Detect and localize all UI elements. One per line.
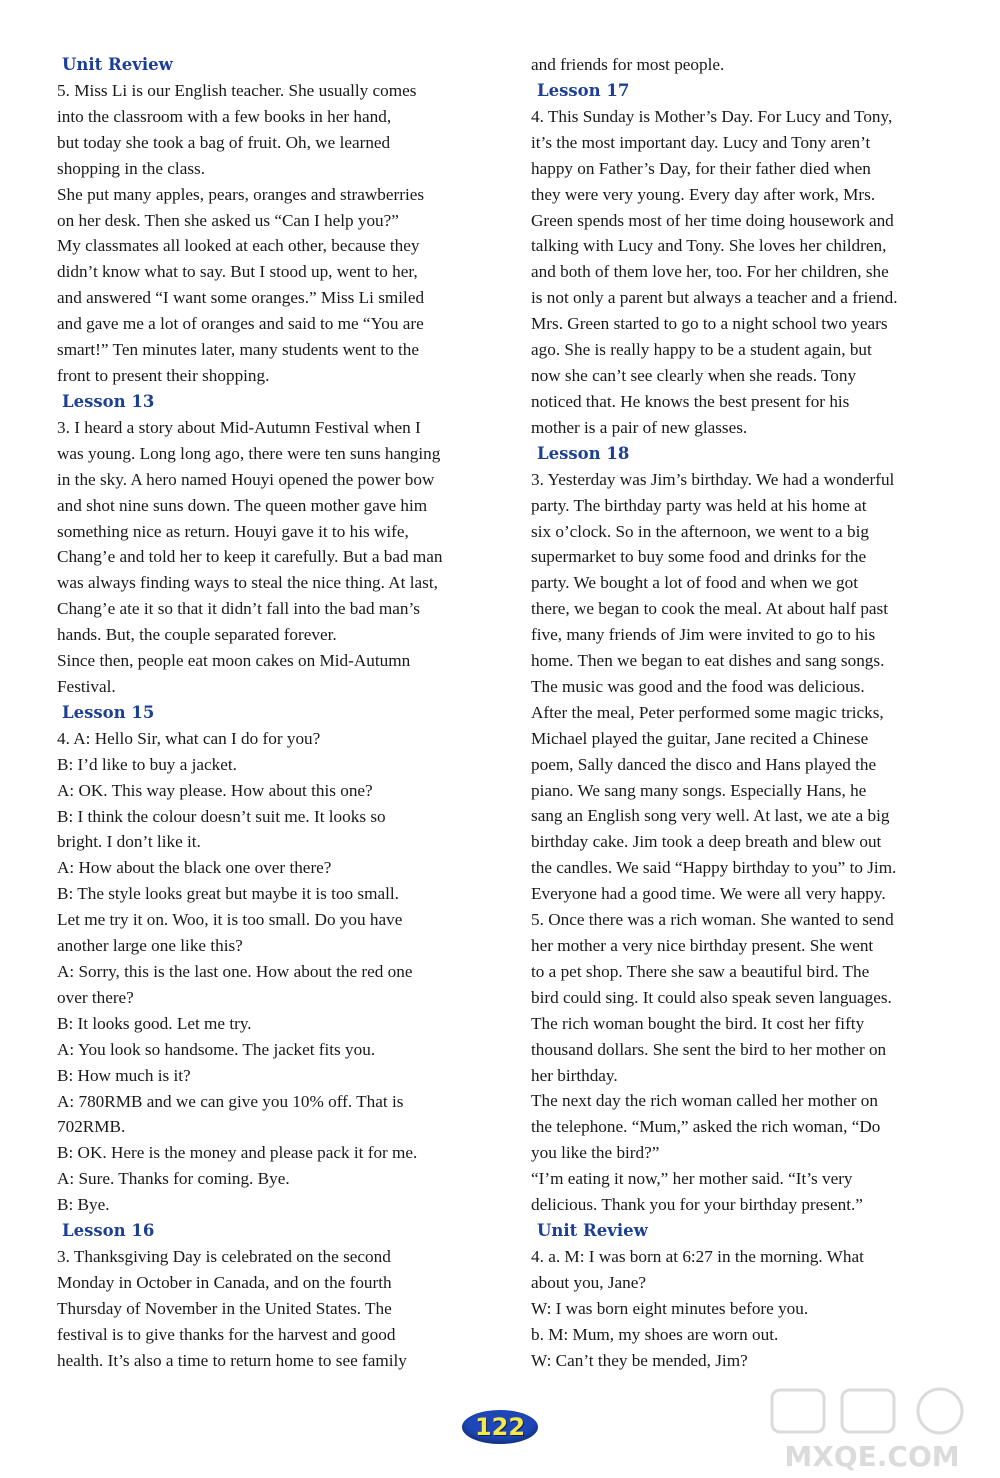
text-line: B: OK. Here is the money and please pack it for me. bbox=[57, 1143, 418, 1163]
paragraph bbox=[531, 1088, 949, 1166]
paragraph bbox=[531, 1348, 949, 1374]
paragraph bbox=[57, 1140, 489, 1166]
page-number-badge bbox=[462, 1410, 538, 1444]
text-line: now she can’t see clearly when she reads. Tony bbox=[531, 365, 857, 385]
text-line: delicious. Thank you for your birthday present.” bbox=[531, 1195, 863, 1215]
text-line: birthday cake. Jim took a deep breath and blew out bbox=[531, 832, 882, 852]
text-line: B: I think the colour doesn’t suit me. It looks so bbox=[57, 806, 386, 826]
text-line: Mrs. Green started to go to a night school two years bbox=[531, 314, 888, 334]
text-line: and gave me a lot of oranges and said to me “You are bbox=[57, 314, 424, 334]
paragraph bbox=[531, 311, 949, 441]
text-line: Monday in October in Canada, and on the fourth bbox=[57, 1272, 392, 1292]
paragraph bbox=[531, 467, 949, 700]
text-line: her birthday. bbox=[531, 1065, 618, 1085]
paragraph bbox=[57, 1037, 489, 1063]
text-line: B: The style looks great but maybe it is too small. bbox=[57, 884, 399, 904]
text-line: B: It looks good. Let me try. bbox=[57, 1013, 252, 1033]
text-line: and friends for most people. bbox=[531, 55, 725, 74]
text-line: and both of them love her, too. For her children, she bbox=[531, 262, 889, 282]
paragraph bbox=[57, 959, 489, 1011]
paragraph bbox=[57, 1011, 489, 1037]
text-line: it’s the most important day. Lucy and Tony aren’t bbox=[531, 132, 871, 152]
text-line: A: How about the black one over there? bbox=[57, 858, 332, 878]
paragraph bbox=[531, 1322, 949, 1348]
text-line: “I’m eating it now,” her mother said. “It’s very bbox=[531, 1169, 853, 1189]
paragraph bbox=[531, 907, 949, 1088]
paragraph bbox=[57, 1063, 489, 1089]
text-line: another large one like this? bbox=[57, 936, 243, 956]
text-line: 3. Yesterday was Jim’s birthday. We had a wonderful bbox=[531, 469, 895, 489]
text-line: noticed that. He knows the best present for his bbox=[531, 391, 850, 411]
text-line: Festival. bbox=[57, 676, 116, 696]
section-heading: Lesson 16 bbox=[62, 1221, 155, 1241]
paragraph bbox=[531, 1244, 949, 1296]
text-line: was young. Long long ago, there were ten suns hanging bbox=[57, 443, 441, 463]
text-line: A: 780RMB and we can give you 10% off. That is bbox=[57, 1091, 404, 1111]
section-heading: Lesson 18 bbox=[537, 443, 630, 463]
text-line: bird could sing. It could also speak seven languages. bbox=[531, 987, 892, 1007]
text-line: Everyone had a good time. We were all very happy. bbox=[531, 884, 886, 904]
text-line: b. M: Mum, my shoes are worn out. bbox=[531, 1324, 779, 1344]
text-line: front to present their shopping. bbox=[57, 365, 270, 385]
text-line: six o’clock. So in the afternoon, we went to a big bbox=[531, 521, 869, 541]
text-line: Chang’e ate it so that it didn’t fall into the bad man’s bbox=[57, 599, 420, 619]
text-line: 4. a. M: I was born at 6:27 in the morning. What bbox=[531, 1246, 864, 1266]
paragraph bbox=[531, 1296, 949, 1322]
paragraph bbox=[57, 1244, 489, 1374]
text-line: festival is to give thanks for the harvest and good bbox=[57, 1324, 396, 1344]
text-line: to a pet shop. There she saw a beautiful bird. The bbox=[531, 961, 870, 981]
text-line: something nice as return. Houyi gave it to his wife, bbox=[57, 521, 409, 541]
text-line: My classmates all looked at each other, because they bbox=[57, 236, 420, 256]
text-line: party. The birthday party was held at his home at bbox=[531, 495, 867, 515]
text-line: and shot nine suns down. The queen mother gave him bbox=[57, 495, 428, 515]
text-line: The rich woman bought the bird. It cost her fifty bbox=[531, 1013, 865, 1033]
text-line: The music was good and the food was delicious. bbox=[531, 676, 865, 696]
text-line: was always finding ways to steal the nice thing. At last, bbox=[57, 573, 438, 593]
paragraph bbox=[57, 804, 489, 856]
text-line: you like the bird?” bbox=[531, 1143, 660, 1163]
paragraph bbox=[57, 1166, 489, 1192]
text-line: thousand dollars. She sent the bird to her mother on bbox=[531, 1039, 887, 1059]
paragraph bbox=[57, 648, 489, 700]
text-line: into the classroom with a few books in her hand, bbox=[57, 106, 392, 126]
paragraph bbox=[57, 1192, 489, 1218]
section-heading: Lesson 13 bbox=[62, 391, 155, 411]
text-line: there, we began to cook the meal. At about half past bbox=[531, 599, 889, 619]
text-line: home. Then we began to eat dishes and sang songs. bbox=[531, 651, 885, 671]
section-heading: Lesson 15 bbox=[62, 702, 155, 722]
text-line: they were very young. Every day after work, Mrs. bbox=[531, 184, 876, 204]
text-line: 5. Miss Li is our English teacher. She usually comes bbox=[57, 81, 417, 100]
text-line: 4. A: Hello Sir, what can I do for you? bbox=[57, 728, 321, 748]
text-line: W: I was born eight minutes before you. bbox=[531, 1298, 809, 1318]
paragraph bbox=[57, 881, 489, 959]
paragraph bbox=[57, 1089, 489, 1141]
paragraph bbox=[57, 726, 489, 752]
watermark-text: MXQE.COM bbox=[784, 1440, 960, 1473]
paragraph bbox=[57, 78, 489, 182]
text-line: A: OK. This way please. How about this one? bbox=[57, 780, 373, 800]
paragraph bbox=[531, 700, 949, 907]
text-line: happy on Father’s Day, for their father died when bbox=[531, 158, 871, 178]
text-line: 5. Once there was a rich woman. She wanted to send bbox=[531, 910, 894, 930]
section-heading: Lesson 17 bbox=[537, 80, 630, 100]
text-line: bright. I don’t like it. bbox=[57, 832, 201, 852]
text-line: in the sky. A hero named Houyi opened the power bow bbox=[57, 469, 435, 489]
text-line: health. It’s also a time to return home to see family bbox=[57, 1350, 407, 1370]
section-heading: Unit Review bbox=[62, 55, 173, 74]
text-line: 3. I heard a story about Mid-Autumn Festival when I bbox=[57, 417, 421, 437]
text-line: supermarket to buy some food and drinks for the bbox=[531, 547, 867, 567]
text-line: She put many apples, pears, oranges and strawberries bbox=[57, 184, 425, 204]
text-line: A: Sure. Thanks for coming. Bye. bbox=[57, 1169, 290, 1189]
text-line: and answered “I want some oranges.” Miss Li smiled bbox=[57, 288, 425, 308]
text-line: A: You look so handsome. The jacket fits you. bbox=[57, 1039, 376, 1059]
text-line: Since then, people eat moon cakes on Mid-Autumn bbox=[57, 651, 411, 671]
text-line: talking with Lucy and Tony. She loves her children, bbox=[531, 236, 887, 256]
watermark-logo bbox=[752, 1384, 992, 1474]
text-line: W: Can’t they be mended, Jim? bbox=[531, 1350, 748, 1370]
text-line: A: Sorry, this is the last one. How about the red one bbox=[57, 962, 413, 981]
text-line: piano. We sang many songs. Especially Hans, he bbox=[531, 780, 867, 800]
text-line: shopping in the class. bbox=[57, 158, 205, 178]
section-heading: Unit Review bbox=[537, 1220, 648, 1240]
text-line: poem, Sally danced the disco and Hans played the bbox=[531, 754, 877, 774]
text-line: the telephone. “Mum,” asked the rich woman, “Do bbox=[531, 1117, 881, 1137]
paragraph bbox=[531, 104, 949, 311]
text-line: her mother a very nice birthday present. She went bbox=[531, 936, 874, 955]
paragraph bbox=[57, 855, 489, 881]
text-line: ago. She is really happy to be a student again, but bbox=[531, 340, 872, 360]
paragraph bbox=[57, 752, 489, 778]
text-line: 3. Thanksgiving Day is celebrated on the second bbox=[57, 1247, 391, 1267]
text-line: about you, Jane? bbox=[531, 1272, 647, 1292]
text-line: but today she took a bag of fruit. Oh, we learned bbox=[57, 132, 391, 152]
text-line: didn’t know what to say. But I stood up, went to her, bbox=[57, 262, 418, 282]
text-line: mother is a pair of new glasses. bbox=[531, 417, 748, 437]
paragraph bbox=[531, 52, 949, 78]
text-line: B: I’d like to buy a jacket. bbox=[57, 754, 237, 774]
text-line: smart!” Ten minutes later, many students went to the bbox=[57, 340, 419, 360]
right-column bbox=[531, 52, 949, 1374]
text-line: B: Bye. bbox=[57, 1195, 110, 1215]
paragraph bbox=[57, 778, 489, 804]
text-line: party. We bought a lot of food and when we got bbox=[531, 573, 859, 593]
text-line: After the meal, Peter performed some magic tricks, bbox=[531, 702, 884, 722]
text-line: Michael played the guitar, Jane recited a Chinese bbox=[531, 728, 869, 748]
text-line: Let me try it on. Woo, it is too small. Do you have bbox=[57, 910, 403, 930]
paragraph bbox=[57, 415, 489, 648]
text-line: five, many friends of Jim were invited to go to his bbox=[531, 625, 876, 645]
paragraph bbox=[531, 1166, 949, 1218]
text-line: hands. But, the couple separated forever. bbox=[57, 625, 337, 645]
paragraph bbox=[57, 182, 489, 389]
text-line: Green spends most of her time doing housework and bbox=[531, 210, 894, 230]
text-line: on her desk. Then she asked us “Can I help you?” bbox=[57, 210, 399, 230]
text-line: over there? bbox=[57, 987, 134, 1007]
text-line: B: How much is it? bbox=[57, 1065, 191, 1085]
left-column bbox=[57, 52, 489, 1374]
text-line: is not only a parent but always a teacher and a friend. bbox=[531, 288, 898, 308]
text-line: the candles. We said “Happy birthday to you” to Jim. bbox=[531, 858, 897, 878]
text-line: 702RMB. bbox=[57, 1117, 126, 1137]
text-line: The next day the rich woman called her mother on bbox=[531, 1091, 878, 1111]
page-number: 122 bbox=[474, 1413, 526, 1441]
text-line: sang an English song very well. At last, we ate a big bbox=[531, 806, 890, 826]
text-line: Thursday of November in the United States. The bbox=[57, 1298, 392, 1318]
text-line: 4. This Sunday is Mother’s Day. For Lucy and Tony, bbox=[531, 106, 893, 126]
text-line: Chang’e and told her to keep it carefully. But a bad man bbox=[57, 547, 443, 567]
